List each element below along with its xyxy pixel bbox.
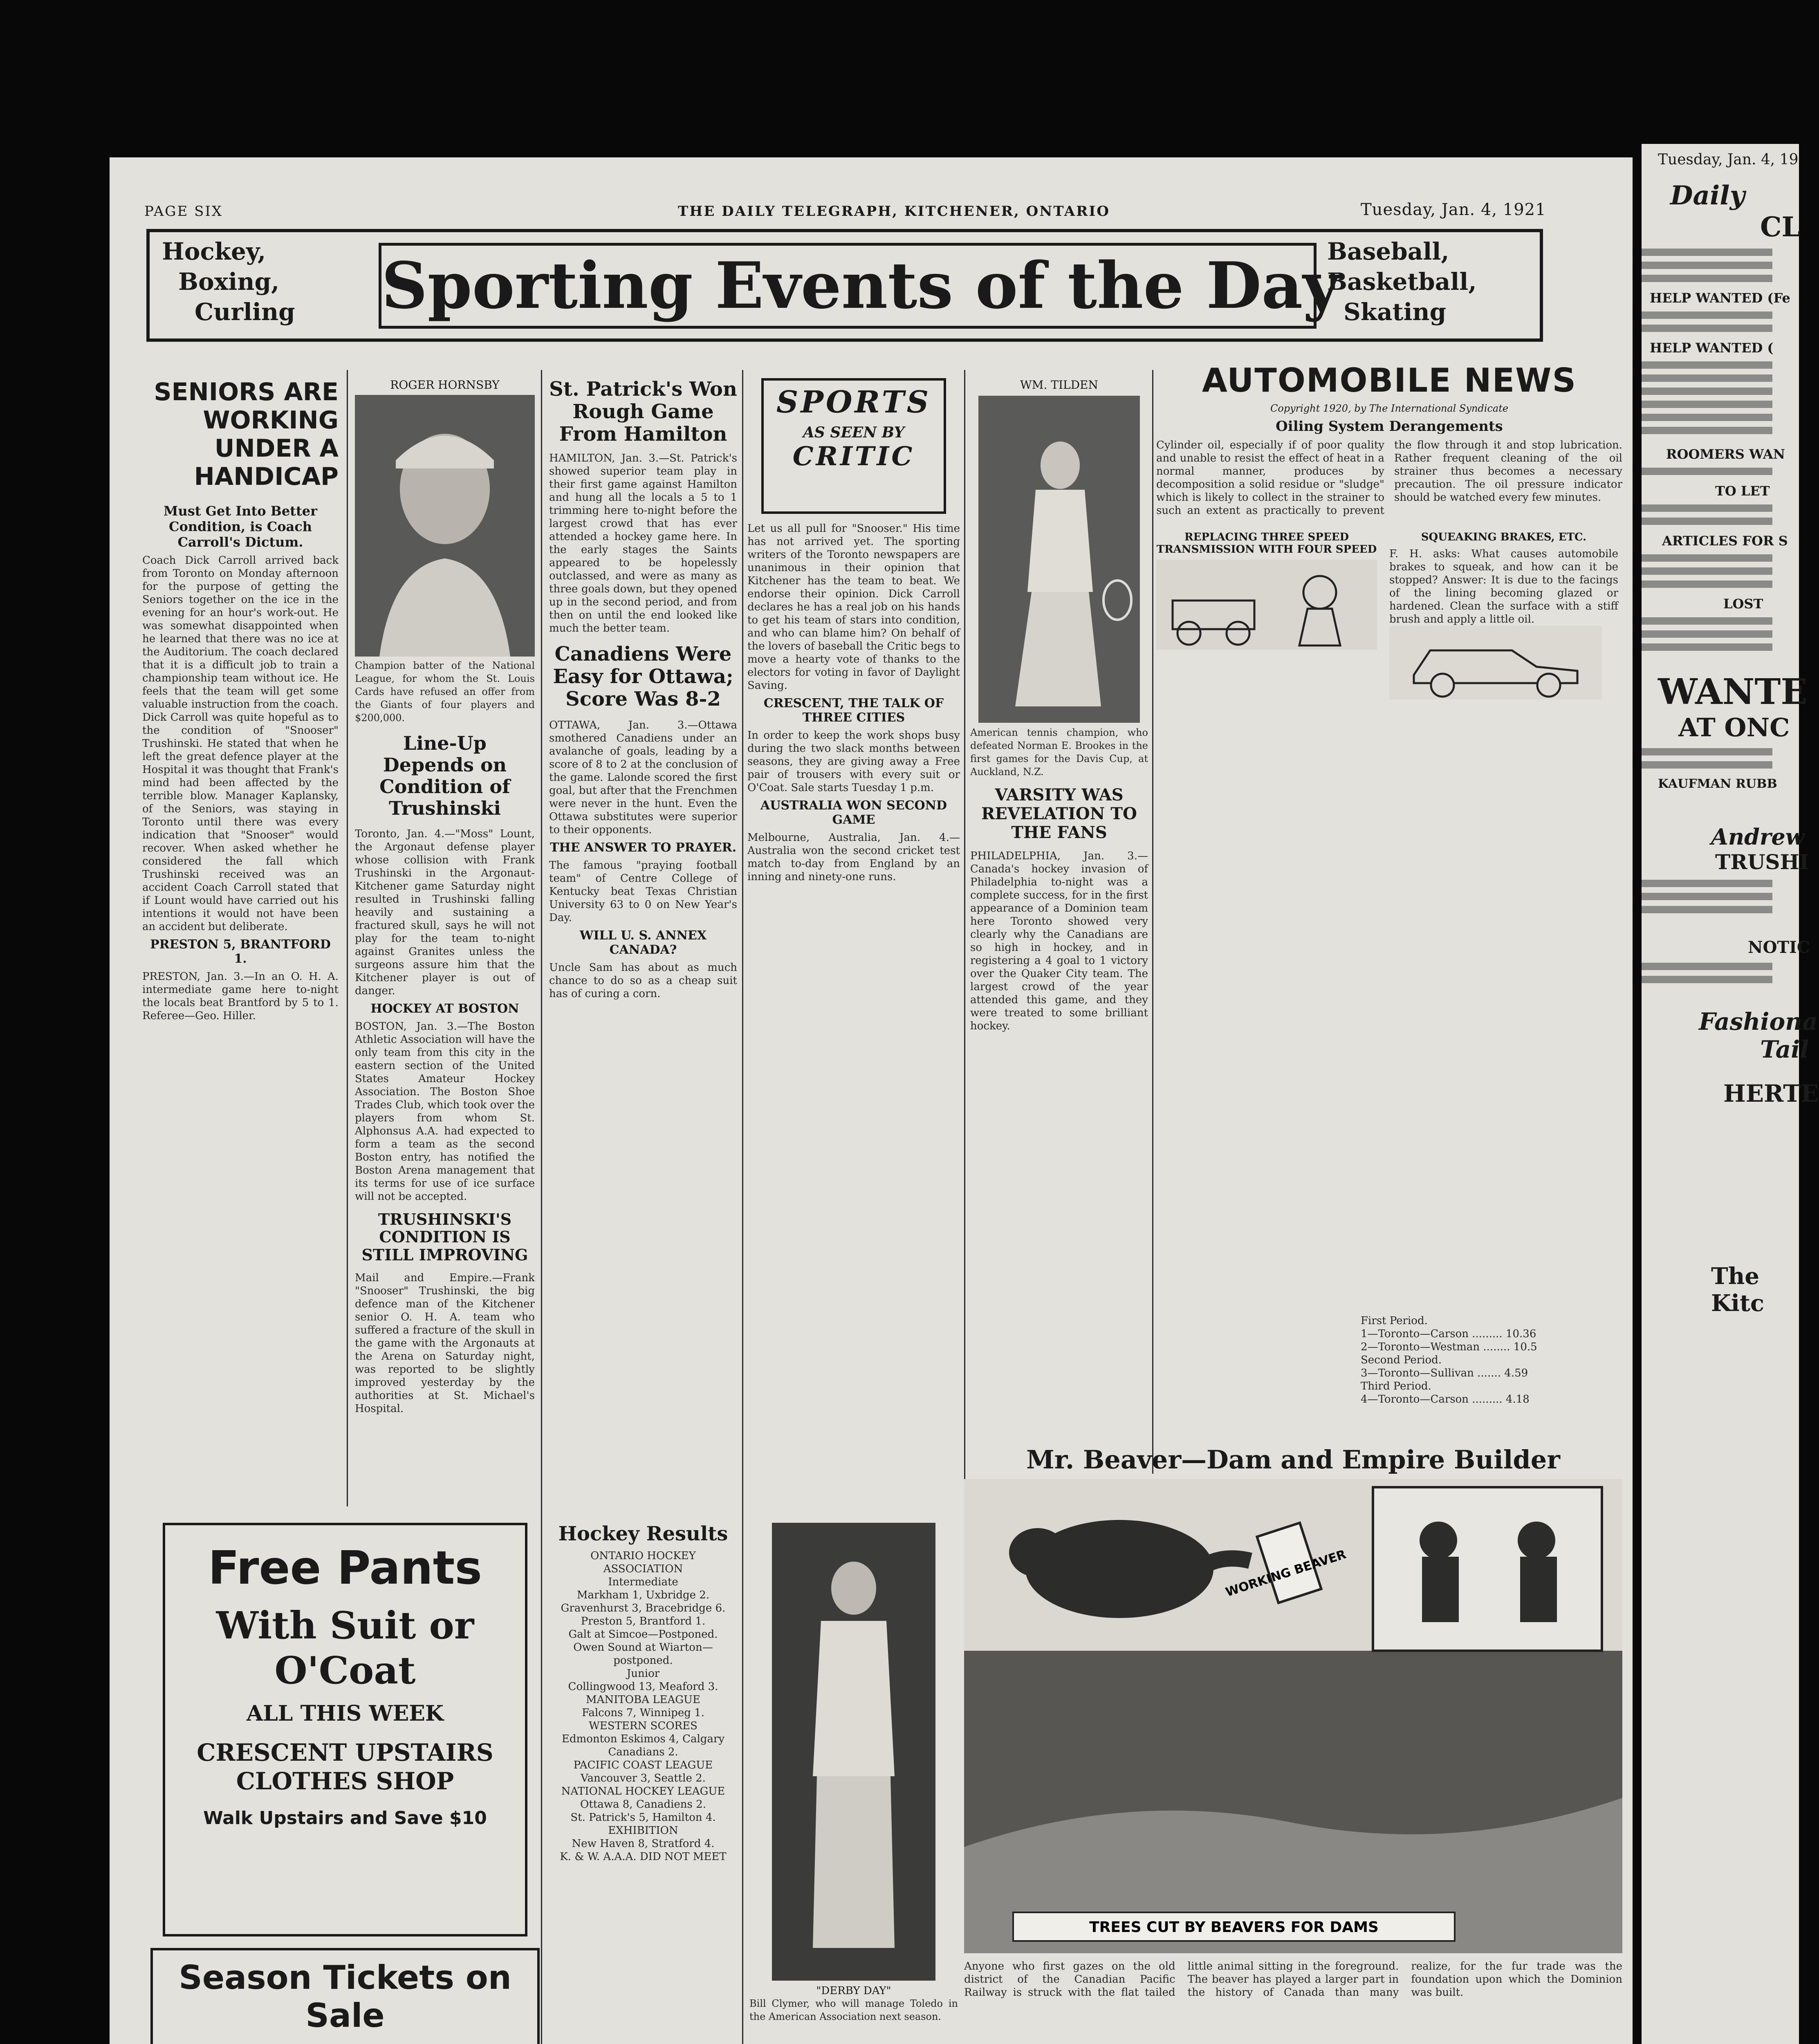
trushinski-headline: TRUSHINSKI'S CONDITION IS STILL IMPROVING	[361, 1210, 528, 1264]
tilden-photo	[978, 396, 1140, 723]
season-tickets-title: Season Tickets on Sale	[179, 1959, 511, 2035]
seniors-headline: SENIORS ARE WORKING UNDER A HANDICAP	[154, 378, 339, 491]
hornsby-column	[355, 378, 535, 1511]
edge-help-wanted: HELP WANTED (Fe	[1650, 290, 1790, 306]
edge-roomers: ROOMERS WAN	[1666, 446, 1785, 462]
free-pants-ad	[163, 1523, 527, 1936]
tilden-column	[970, 378, 1148, 1490]
automobile-news	[1156, 362, 1622, 1441]
st-patricks-headline: St. Patrick's Won Rough Game From Hamilton	[549, 378, 737, 446]
beaver-feature	[964, 1445, 1622, 2044]
issue-date: Tuesday, Jan. 4, 1921	[1361, 200, 1546, 219]
car-illustration	[1389, 626, 1602, 699]
beaver-headline: Mr. Beaver—Dam and Empire Builder	[1026, 1445, 1560, 1475]
automobile-copyright: Copyright 1920, by The International Syndicate	[1270, 403, 1509, 414]
derby-day-block	[749, 1523, 958, 2044]
beaver-sign: WORKING BEAVER	[1224, 1547, 1348, 1600]
banner-right-sports: Baseball, Basketball, Skating	[1327, 238, 1477, 326]
hornsby-photo	[355, 395, 535, 657]
edge-fashiona: Fashiona	[1699, 1008, 1818, 1035]
australia-headline: AUSTRALIA WON SECOND GAME	[760, 798, 947, 827]
hornsby-photo-caption: ROGER HORNSBY	[390, 378, 500, 392]
hockey-results-list: ONTARIO HOCKEY ASSOCIATION Intermediate Markham 1, Uxbridge 2. Gravenhurst 3, Bracebridge 6. Preston 5, Brantford 1. Galt at Simcoe—Postponed. Owen Sound at Wiarton—postponed. Junior Collingwood 13, Meaford 3. MANITOBA LEAGUE Falcons 7, Winnipeg 1. WESTERN SCORES Edmonton Eskimos 4, Calgary Canadians 2. PACIFIC COAST LEAGUE Vancouver 3, Seattle 2. NATIONAL HOCKEY LEAGUE Ottawa 8, Canadiens 2. St. Patrick's 5, Hamilton 4. EXHIBITION New Haven 8, Stratford 4. K. & W. A.A.A. DID NOT MEET	[560, 1550, 727, 1863]
edge-cl: CL	[1760, 211, 1801, 243]
all-week-text: ALL THIS WEEK	[246, 1701, 444, 1726]
beaver-illustration	[964, 1479, 1622, 1953]
lineup-headline: Line-Up Depends on Condition of Trushinski	[379, 732, 510, 819]
adjacent-page-edge	[1642, 144, 1819, 2044]
lineup-body: Toronto, Jan. 4.—"Moss" Lount, the Argonaut defense player whose collision with Frank Trushinski in the Argonaut-Kitchener game Saturday night resulted in Trushinski falling heavily and sustaining a fractured skull, says he will not play for the team to-night against Granites unless the surgeons assure him that the Kitchener player is out of danger.	[355, 827, 535, 997]
crescent-headline: CRESCENT, THE TALK OF THREE CITIES	[763, 696, 944, 725]
edge-kitc: The Kitc	[1711, 1263, 1764, 1317]
critic-box	[761, 378, 946, 514]
score-summary: First Period. 1—Toronto—Carson ......... 10.36 2—Toronto—Westman ........ 10.5 Second Period. 3—Toronto—Sullivan ....... 4.59 Third Period. 4—Toronto—Carson ......... 4.18	[1361, 1315, 1537, 1405]
varsity-headline: VARSITY WAS REVELATION TO THE FANS	[981, 785, 1137, 842]
edge-notice: NOTIC	[1748, 938, 1810, 957]
oiling-headline: Oiling System Derangements	[1276, 418, 1503, 435]
tilden-photo-caption: WM. TILDEN	[1020, 378, 1098, 392]
derby-day-caption: "DERBY DAY"	[816, 1985, 891, 1997]
critic-column	[747, 378, 960, 1515]
canadiens-body: OTTAWA, Jan. 3.—Ottawa smothered Canadiens under an avalanche of goals, leading by a score of 8 to 2 at the conclusion of the game. Lalonde scored the first goal, but after that the Frenchmen were never in the hunt. Even the Ottawa substitutes were superior to their opponents.	[549, 719, 737, 836]
banner-left-sports: Hockey, Boxing, Curling	[162, 238, 295, 326]
edge-andrew: Andrew	[1711, 824, 1805, 850]
tilden-caption: American tennis champion, who defeated Norman E. Brookes in the first games for the Davis Cup, at Auckland, N.Z.	[970, 727, 1148, 778]
squeaking-body: F. H. asks: What causes automobile brakes to squeak, and how can it be stopped? Answer: It is due to the facings of the lining becoming glazed or hardened. Clean the surface with a stiff brush and apply a little oil.	[1389, 548, 1618, 625]
canadiens-headline: Canadiens Were Easy for Ottawa; Score Was 8-2	[553, 642, 733, 710]
clymer-caption: Bill Clymer, who will manage Toledo in the American Association next season.	[749, 1998, 958, 2022]
beaver-body: Anyone who first gazes on the old district of the Canadian Pacific Railway is struck with the flat tailed little animal sitting in the foreground. The beaver has played a larger part in the history of Canada than many realize, for the fur trade was the foundation upon which the Dominion was built.	[964, 1960, 1622, 1999]
preston-body: PRESTON, Jan. 3.—In an O. H. A. intermediate game here to-night the locals beat Brantford by 5 to 1. Referee—Geo. Hiller.	[142, 970, 339, 1022]
prayer-body: The famous "praying football team" of Centre College of Kentucky beat Texas Christian University 63 to 0 on New Year's Day.	[549, 859, 737, 924]
critic-box-sub1: AS SEEN BY	[803, 424, 905, 441]
banner-title: Sporting Events of the Day	[381, 248, 1340, 323]
australia-body: Melbourne, Australia, Jan. 4.—Australia won the second cricket test match to-day from England by an inning and ninety-one runs.	[747, 831, 960, 883]
transmission-cartoon	[1156, 560, 1377, 650]
edge-wante: WANTE	[1658, 671, 1808, 713]
newspaper-page	[110, 157, 1633, 2044]
seniors-article	[142, 378, 339, 1511]
edge-herte: HERTE	[1723, 1080, 1819, 1107]
seniors-body: Coach Dick Carroll arrived back from Toronto on Monday afternoon for the purpose of getting the Seniors together on the ice in the evening for an hour's work-out. He was somewhat disappointed when he learned that there was no ice at the Auditorium. The coach declared that it is a difficult job to train a championship team without ice. He feels that the team will get some valuable instruction from the coach. Dick Carroll was quite hopeful as to the condition of "Snooser" Trushinski. He stated that when he left the great defence player at the Hospital it was thought that Frank's mind had been affected by the terrible blow. Manager Kaplansky, of the Seniors, was staying in Toronto until there was every indication that "Snooser" would recover. When asked whether he considered the fall which Trushinski received was an accident Coach Carroll stated that if Lount would have carried out his intentions it would not have been an accident but deliberate.	[142, 554, 339, 933]
edge-at-onc: AT ONC	[1678, 713, 1790, 742]
banner-title-box	[379, 243, 1340, 329]
season-tickets-ad	[150, 1948, 540, 2044]
preston-headline: PRESTON 5, BRANTFORD 1.	[150, 937, 331, 966]
edge-lost: LOST	[1723, 596, 1763, 612]
automobile-news-title: AUTOMOBILE NEWS	[1202, 361, 1577, 399]
squeaking-headline: SQUEAKING BRAKES, ETC.	[1421, 531, 1587, 543]
critic-box-sub2: CRITIC	[792, 441, 915, 472]
st-patricks-body: HAMILTON, Jan. 3.—St. Patrick's showed superior team play in their first game against Hamilton and hung all the locals a 5 to 1 trimming here to-night before the largest crowd that has ever attended a hockey game here. In the early stages the Saints appeared to be hopelessly outclassed, and were as many as three goals down, but they opened up in the second period, and from then on until the end looked like much the better team.	[549, 452, 737, 634]
prayer-headline: THE ANSWER TO PRAYER.	[550, 840, 737, 855]
page-number: PAGE SIX	[144, 203, 223, 220]
transmission-headline: REPLACING THREE SPEED TRANSMISSION WITH FOUR SPEED	[1156, 531, 1377, 556]
newspaper-title: THE DAILY TELEGRAPH, KITCHENER, ONTARIO	[678, 203, 1110, 220]
edge-daily: Daily	[1670, 180, 1745, 211]
hornsby-caption: Champion batter of the National League, for whom the St. Louis Cards have refused an offer from the Giants of four players and $200,000.	[355, 660, 535, 724]
trushinski-body: Mail and Empire.—Frank "Snooser" Trushinski, the big defence man of the Kitchener senior O. H. A. team who suffered a fracture of the skull in the game with the Argonauts at the Arena on Saturday night, was reported to be slightly improved yesterday by the authorities at St. Michael's Hospital.	[355, 1271, 535, 1415]
clymer-photo	[772, 1523, 935, 1981]
annex-body: Uncle Sam has about as much chance to do so as a cheap suit has of curing a corn.	[549, 961, 737, 1000]
boston-body: BOSTON, Jan. 3.—The Boston Athletic Association will have the only team from this city in the eastern section of the United States Amateur Hockey Association. The Boston Shoe Trades Club, which took over the players from whom St. Alphonsus A.A. had expected to form a team as the second Boston entry, has notified the Boston Arena management that its terms for use of ice surface will not be accepted.	[355, 1020, 535, 1203]
edge-trush: TRUSHI	[1715, 850, 1809, 874]
seniors-subhead: Must Get Into Better Condition, is Coach Carroll's Dictum.	[164, 503, 317, 550]
crescent-shop-text: CRESCENT UPSTAIRS CLOTHES SHOP	[197, 1739, 493, 1795]
edge-articles: ARTICLES FOR S	[1662, 533, 1788, 549]
critic-box-title: SPORTS	[776, 385, 931, 420]
crescent-body: In order to keep the work shops busy during the two slack months between seasons, they are giving away a Free pair of trousers with every suit or O'Coat. Sale starts Tuesday 1 p.m.	[747, 729, 960, 794]
free-pants-title: Free Pants	[208, 1542, 482, 1595]
edge-kaufman: KAUFMAN RUBB	[1658, 777, 1777, 791]
walk-upstairs-text: Walk Upstairs and Save $10	[203, 1808, 487, 1829]
edge-date: Tuesday, Jan. 4, 19	[1658, 151, 1799, 168]
beaver-ribbon: TREES CUT BY BEAVERS FOR DAMS	[1089, 1919, 1379, 1936]
boston-headline: HOCKEY AT BOSTON	[370, 1001, 519, 1016]
st-patricks-column	[549, 378, 737, 1515]
section-banner	[146, 229, 1543, 342]
critic-body: Let us all pull for "Snooser." His time has not arrived yet. The sporting writers of the Toronto newspapers are unanimous in their opinion that Kitchener has the team to beat. We endorse their opinion. Dick Carroll declares he has a real job on his hands to get his team of stars into condition, and who can blame him? On behalf of the lovers of baseball the Critic begs to move a hearty vote of thanks to the electors for voting in favor of Daylight Saving.	[747, 522, 960, 692]
with-suit-text: With Suit or O'Coat	[216, 1603, 474, 1692]
edge-tail: Tail	[1760, 1035, 1809, 1063]
annex-headline: WILL U. S. ANNEX CANADA?	[579, 928, 707, 957]
edge-help-wanted-2: HELP WANTED (	[1650, 340, 1774, 356]
edge-to-let: TO LET	[1715, 483, 1770, 499]
varsity-body: PHILADELPHIA, Jan. 3.—Canada's hockey invasion of Philadelphia to-night was a complete success, for in the first appearance of a Dominion team here Toronto showed very clearly why the Canadians are so high in hockey, and in registering a 4 goal to 1 victory over the Quaker City team. The largest crowd of the year attended this game, and they were treated to some brilliant hockey.	[970, 850, 1148, 1032]
hockey-results-title: Hockey Results	[558, 1522, 728, 1545]
oiling-body: Cylinder oil, especially if of poor quality and unable to resist the effect of heat in a normal manner, produces by decomposition a solid residue or "sludge" which is likely to collect in the strainer to such an extent as practically to prevent the flow through it and stop lubrication. Rather frequent cleaning of the oil strainer thus becomes a necessary precaution. The oil pressure indicator should be watched every few minutes.	[1156, 439, 1622, 517]
hockey-results	[549, 1523, 737, 2044]
